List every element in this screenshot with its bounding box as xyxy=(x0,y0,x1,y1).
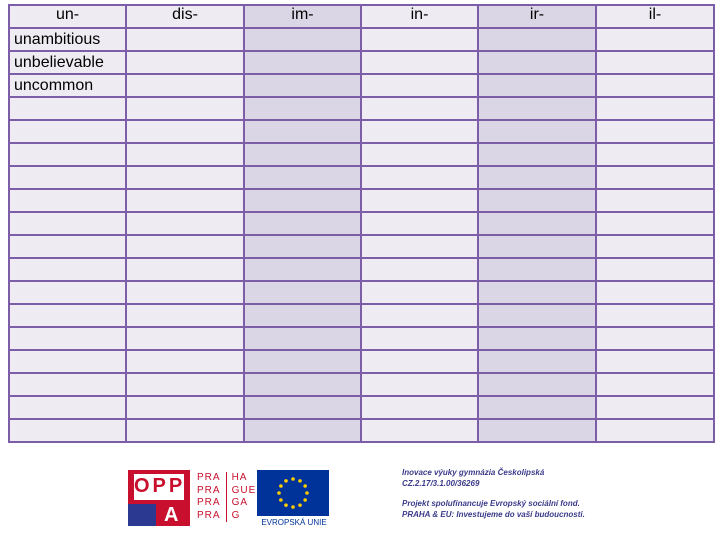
prefix-table xyxy=(8,4,715,443)
table-cell xyxy=(596,74,714,97)
table-cell xyxy=(126,51,244,74)
table-cell xyxy=(478,258,596,281)
opp-logo-letters: OPP xyxy=(134,475,186,497)
header-row xyxy=(9,5,714,28)
table-row xyxy=(9,327,714,350)
eu-star xyxy=(291,505,295,509)
table-cell xyxy=(596,235,714,258)
table-cell xyxy=(126,74,244,97)
table-cell xyxy=(244,350,361,373)
table-cell xyxy=(9,258,126,281)
table-row xyxy=(9,350,714,373)
praha-logo: PRA HA PRA GUE PRA GA PRA G xyxy=(197,472,257,521)
table-cell xyxy=(361,74,478,97)
eu-star xyxy=(279,498,283,502)
table-cell xyxy=(596,120,714,143)
table-cell xyxy=(478,281,596,304)
table-cell-word: unambitious xyxy=(9,28,126,51)
table-cell xyxy=(126,97,244,120)
table-cell xyxy=(361,120,478,143)
table-cell xyxy=(596,396,714,419)
table-row xyxy=(9,74,714,97)
table-cell xyxy=(126,166,244,189)
table-cell xyxy=(596,304,714,327)
table-cell xyxy=(126,258,244,281)
table-cell xyxy=(126,28,244,51)
project-line-1: Inovace výuky gymnázia Českolipská xyxy=(402,468,545,477)
table-cell xyxy=(126,327,244,350)
table-cell xyxy=(361,189,478,212)
table-cell xyxy=(596,166,714,189)
table-cell xyxy=(596,189,714,212)
table-cell xyxy=(478,396,596,419)
table-cell xyxy=(126,212,244,235)
footer-logos xyxy=(0,462,720,532)
table-cell xyxy=(9,327,126,350)
table-row xyxy=(9,97,714,120)
table-row xyxy=(9,258,714,281)
eu-star xyxy=(277,491,281,495)
table-row xyxy=(9,281,714,304)
table-row xyxy=(9,235,714,258)
table-cell xyxy=(361,281,478,304)
table-cell xyxy=(596,97,714,120)
table-cell xyxy=(126,281,244,304)
table-cell xyxy=(478,327,596,350)
table-row xyxy=(9,396,714,419)
table-cell xyxy=(478,28,596,51)
table-cell xyxy=(244,396,361,419)
table-cell xyxy=(244,281,361,304)
table-cell xyxy=(9,304,126,327)
table-cell xyxy=(596,51,714,74)
eu-logo xyxy=(257,470,333,528)
table-cell xyxy=(361,350,478,373)
table-cell xyxy=(596,281,714,304)
table-cell xyxy=(9,166,126,189)
table-cell xyxy=(596,258,714,281)
table-cell xyxy=(9,281,126,304)
table-cell xyxy=(9,120,126,143)
header-un: un- xyxy=(9,5,126,28)
table-cell xyxy=(361,258,478,281)
table-cell xyxy=(244,120,361,143)
table-cell xyxy=(478,373,596,396)
table-row xyxy=(9,304,714,327)
eu-star xyxy=(298,503,302,507)
table-cell xyxy=(361,166,478,189)
table-cell xyxy=(9,143,126,166)
table-cell xyxy=(361,97,478,120)
table-row xyxy=(9,166,714,189)
table-cell xyxy=(361,235,478,258)
header-ir: ir- xyxy=(478,5,596,28)
table-cell-word: unbelievable xyxy=(9,51,126,74)
table-cell xyxy=(478,51,596,74)
header-dis: dis- xyxy=(126,5,244,28)
eu-star xyxy=(279,484,283,488)
table-row xyxy=(9,189,714,212)
table-cell xyxy=(126,235,244,258)
table-cell xyxy=(478,74,596,97)
table-cell xyxy=(9,350,126,373)
table-cell xyxy=(244,74,361,97)
table-cell xyxy=(126,373,244,396)
opp-logo-a: A xyxy=(164,504,179,526)
table-cell xyxy=(9,212,126,235)
table-cell xyxy=(361,419,478,442)
opp-logo xyxy=(128,470,190,526)
eu-star xyxy=(284,503,288,507)
table-cell xyxy=(361,396,478,419)
eu-star xyxy=(284,479,288,483)
table-cell xyxy=(244,166,361,189)
table-cell xyxy=(9,396,126,419)
table-row xyxy=(9,143,714,166)
table-cell xyxy=(244,304,361,327)
table-cell xyxy=(126,143,244,166)
eu-flag-icon xyxy=(257,470,329,516)
project-line-3: Projekt spolufinancuje Evropský sociální fond. xyxy=(402,499,580,508)
table-cell xyxy=(478,235,596,258)
project-line-2: CZ.2.17/3.1.00/36269 xyxy=(402,478,480,488)
eu-star xyxy=(291,477,295,481)
project-line-4: PRAHA & EU: Investujeme do vaší budoucnosti. xyxy=(402,509,585,519)
table-cell xyxy=(361,28,478,51)
table-cell xyxy=(244,212,361,235)
table-cell xyxy=(244,258,361,281)
header-im: im- xyxy=(244,5,361,28)
eu-logo-label: EVROPSKÁ UNIE xyxy=(261,518,327,527)
table-row xyxy=(9,120,714,143)
table-cell xyxy=(478,212,596,235)
table-cell xyxy=(126,396,244,419)
header-il: il- xyxy=(596,5,714,28)
table-cell xyxy=(361,304,478,327)
table-cell xyxy=(244,373,361,396)
table-cell xyxy=(361,51,478,74)
eu-star xyxy=(303,484,307,488)
table-cell xyxy=(126,350,244,373)
table-cell xyxy=(244,51,361,74)
table-cell xyxy=(244,97,361,120)
eu-star xyxy=(303,498,307,502)
table-cell-word: uncommon xyxy=(9,74,126,97)
table-row xyxy=(9,28,714,51)
table-cell xyxy=(361,373,478,396)
table-cell xyxy=(126,189,244,212)
table-cell xyxy=(596,373,714,396)
header-in: in- xyxy=(361,5,478,28)
table-cell xyxy=(244,419,361,442)
table-cell xyxy=(596,350,714,373)
table-cell xyxy=(361,327,478,350)
table-cell xyxy=(9,373,126,396)
table-cell xyxy=(126,304,244,327)
table-cell xyxy=(244,143,361,166)
table-cell xyxy=(9,97,126,120)
table-cell xyxy=(126,419,244,442)
table-cell xyxy=(244,28,361,51)
table-cell xyxy=(478,143,596,166)
table-cell xyxy=(9,189,126,212)
table-cell xyxy=(244,235,361,258)
eu-star xyxy=(305,491,309,495)
eu-star xyxy=(298,479,302,483)
table-cell xyxy=(478,97,596,120)
table-cell xyxy=(478,189,596,212)
table-cell xyxy=(478,419,596,442)
table-cell xyxy=(478,120,596,143)
table-cell xyxy=(596,28,714,51)
table-cell xyxy=(361,212,478,235)
table-cell xyxy=(478,166,596,189)
table-row xyxy=(9,51,714,74)
table-cell xyxy=(244,327,361,350)
table-cell xyxy=(361,143,478,166)
table-row xyxy=(9,419,714,442)
table-cell xyxy=(478,304,596,327)
table-cell xyxy=(9,419,126,442)
table-cell xyxy=(596,143,714,166)
table-row xyxy=(9,373,714,396)
table-cell xyxy=(478,350,596,373)
table-cell xyxy=(244,189,361,212)
table-cell xyxy=(126,120,244,143)
table-row xyxy=(9,212,714,235)
project-info xyxy=(402,468,585,520)
table-cell xyxy=(9,235,126,258)
table-cell xyxy=(596,419,714,442)
table-cell xyxy=(596,327,714,350)
table-cell xyxy=(596,212,714,235)
